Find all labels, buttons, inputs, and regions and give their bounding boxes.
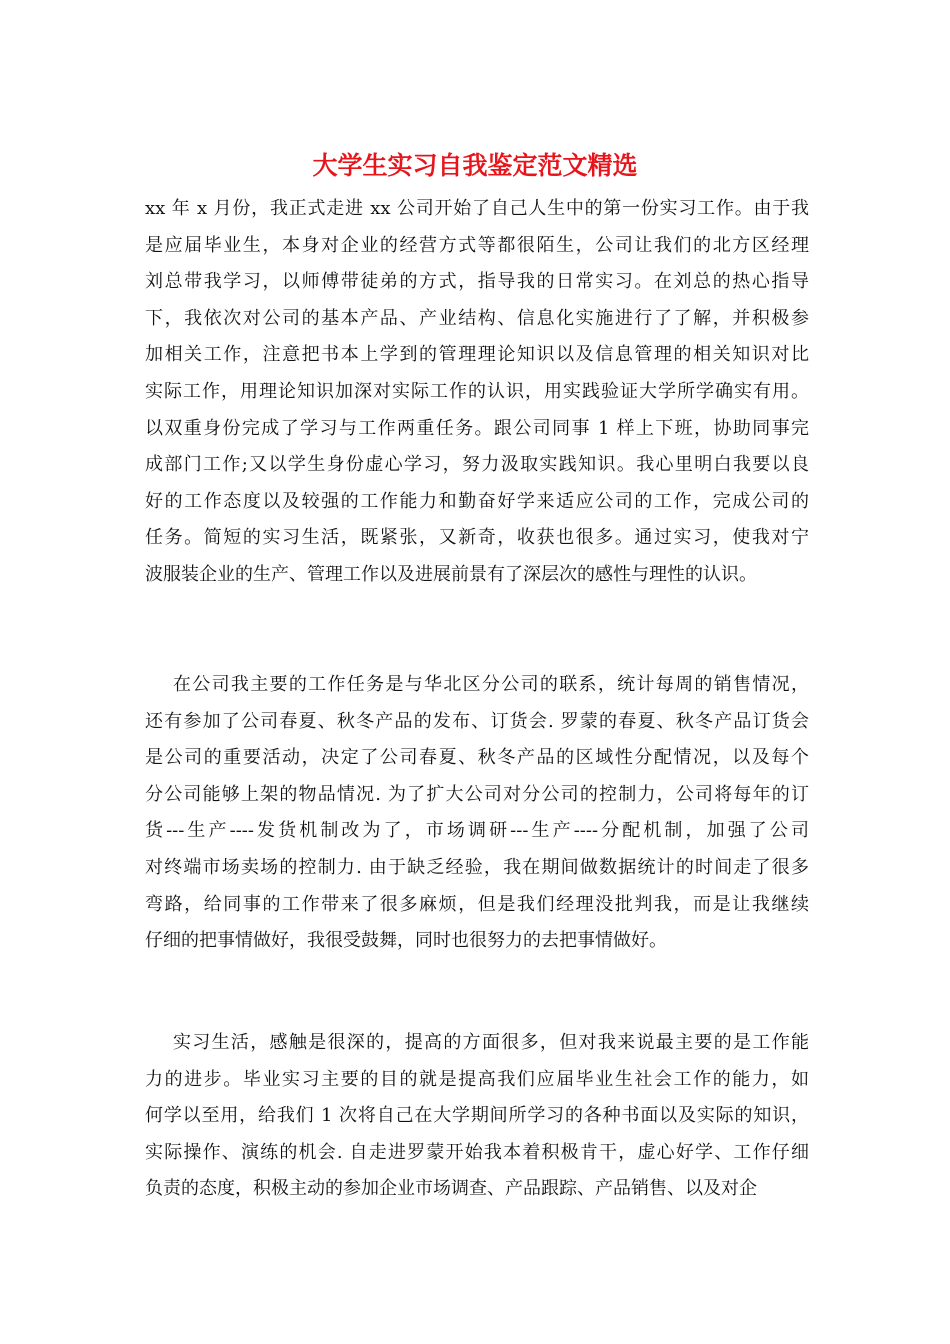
paragraph-line: 分公司能够上架的物品情况. 为了扩大公司对分公司的控制力，公司将每年的订	[145, 783, 809, 805]
paragraph-line: 弯路，给同事的工作带来了很多麻烦，但是我们经理没批判我，而是让我继续	[145, 893, 809, 915]
paragraph-line: xx 年 x 月份，我正式走进 xx 公司开始了自己人生中的第一份实习工作。由于我	[145, 198, 809, 219]
paragraph-line: 对终端市场卖场的控制力. 由于缺乏经验，我在期间做数据统计的时间走了很多	[145, 857, 809, 878]
paragraph-1	[145, 196, 809, 612]
paragraph-line: 力的进步。毕业实习主要的目的就是提高我们应届毕业生社会工作的能力，如	[145, 1068, 809, 1090]
paragraph-line: 在公司我主要的工作任务是与华北区分公司的联系，统计每周的销售情况，	[173, 674, 809, 695]
paragraph-line: 负责的态度，积极主动的参加企业市场调查、产品跟踪、产品销售、以及对企	[145, 1178, 757, 1200]
paragraph-line: 波服装企业的生产、管理工作以及进展前景有了深层次的感性与理性的认识。	[145, 564, 757, 585]
paragraph-line: 实习生活，感触是很深的，提高的方面很多，但对我来说最主要的是工作能	[173, 1032, 809, 1053]
paragraph-line: 成部门工作;又以学生身份虚心学习，努力汲取实践知识。我心里明白我要以良	[145, 454, 809, 476]
paragraph-line: 是公司的重要活动，决定了公司春夏、秋冬产品的区域性分配情况，以及每个	[145, 747, 809, 769]
paragraph-line: 仔细的把事情做好，我很受鼓舞，同时也很努力的去把事情做好。	[145, 930, 667, 952]
paragraph-line: 何学以至用，给我们 1 次将自己在大学期间所学习的各种书面以及实际的知识，	[145, 1105, 809, 1127]
paragraph-line: 实际工作，用理论知识加深对实际工作的认识，用实践验证大学所学确实有用。	[145, 381, 809, 402]
paragraph-line: 以双重身份完成了学习与工作两重任务。跟公司同事 1 样上下班，协助同事完	[145, 417, 809, 439]
paragraph-line: 任务。简短的实习生活，既紧张，又新奇，收获也很多。通过实习，使我对宁	[145, 527, 809, 549]
paragraph-line: 加相关工作，注意把书本上学到的管理理论知识以及信息管理的相关知识对比	[145, 344, 809, 366]
paragraph-3	[145, 1030, 809, 1230]
paragraph-line: 实际操作、演练的机会. 自走进罗蒙开始我本着积极肯干，虚心好学、工作仔细	[145, 1141, 809, 1163]
paragraph-line: 是应届毕业生，本身对企业的经营方式等都很陌生，公司让我们的北方区经理	[145, 234, 809, 256]
paragraph-line: 刘总带我学习，以师傅带徒弟的方式，指导我的日常实习。在刘总的热心指导	[145, 271, 809, 293]
document-title: 大学生实习自我鉴定范文精选	[312, 151, 638, 180]
paragraph-line: 好的工作态度以及较强的工作能力和勤奋好学来适应公司的工作，完成公司的	[145, 490, 809, 512]
paragraph-line: 货---生产----发货机制改为了，市场调研---生产----分配机制，加强了公司	[145, 820, 809, 842]
paragraph-2	[145, 672, 809, 972]
paragraph-line: 下，我依次对公司的基本产品、产业结构、信息化实施进行了了解，并积极参	[145, 307, 809, 329]
paragraph-line: 还有参加了公司春夏、秋冬产品的发布、订货会. 罗蒙的春夏、秋冬产品订货会	[145, 710, 809, 732]
